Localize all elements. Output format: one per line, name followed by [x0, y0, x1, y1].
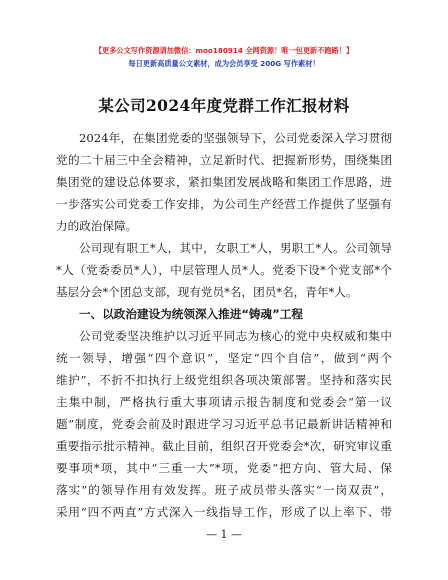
document-title: 某公司2024年度党群工作汇报材料 — [98, 96, 350, 115]
document-body — [56, 127, 392, 523]
paragraph-line: 落实”的领导作用有效发挥。班子成员带头落实“一岗双责”， — [56, 483, 392, 497]
paragraph-line: 采用“四不两直”方式深入一线指导工作，形成了以上率下、带 — [56, 505, 392, 519]
paragraph-line: *人（党委委员*人），中层管理人员*人。党委下设*个党支部*个 — [56, 263, 392, 277]
page-number: — 1 — — [206, 528, 242, 541]
paragraph-line: 基层分会*个团总支部，现有党员*名，团员*名，青年*人。 — [56, 285, 358, 299]
paragraph-line: 公司现有职工*人，其中，女职工*人，男职工*人。公司领导 — [79, 241, 392, 255]
paragraph-line: 公司党委坚决维护以习近平同志为核心的党中央权威和集中 — [79, 329, 392, 343]
paragraph-line: 2024年，在集团党委的坚强领导下，公司党委深入学习贯彻 — [79, 131, 392, 145]
paragraph-line: 重要指示批示精神。截止目前，组织召开党委会*次，研究审议重 — [56, 439, 392, 453]
promo-banner-line-2: 每日更新高质量公文素材，成为会员享受 200G 写作素材！ — [128, 59, 320, 68]
paragraph-line: 题”制度，党委会前及时跟进学习习近平总书记最新讲话精神和 — [56, 417, 392, 431]
paragraph-line: 一步落实公司党委工作安排，为公司生产经营工作提供了坚强有 — [56, 197, 392, 211]
paragraph-line: 主集中制，严格执行重大事项请示报告制度和党委会“第一议 — [56, 395, 392, 409]
paragraph-line: 党的二十届三中全会精神，立足新时代、把握新形势，围绕集团 — [56, 153, 392, 167]
section-heading: 一、以政治建设为统领深入推进“铸魂”工程 — [79, 307, 303, 321]
promo-banner-line-1: 【更多公文写作资源请加微信：moo180914 全网资源！唯一包更新不跑路！】 — [94, 46, 354, 55]
paragraph-line: 力的政治保障。 — [56, 219, 138, 233]
paragraph-line: 统一领导，增强“四个意识”，坚定“四个自信”，做到“两个 — [56, 351, 392, 365]
paragraph-line: 要事项*项，其中“三重一大”*项，党委“把方向、管大局、保 — [56, 461, 392, 475]
paragraph-line: 集团党的建设总体要求，紧扣集团发展战略和集团工作思路，进 — [56, 175, 392, 189]
paragraph-line: 维护”，不折不扣执行上级党组织各项决策部署。坚持和落实民 — [56, 373, 392, 387]
